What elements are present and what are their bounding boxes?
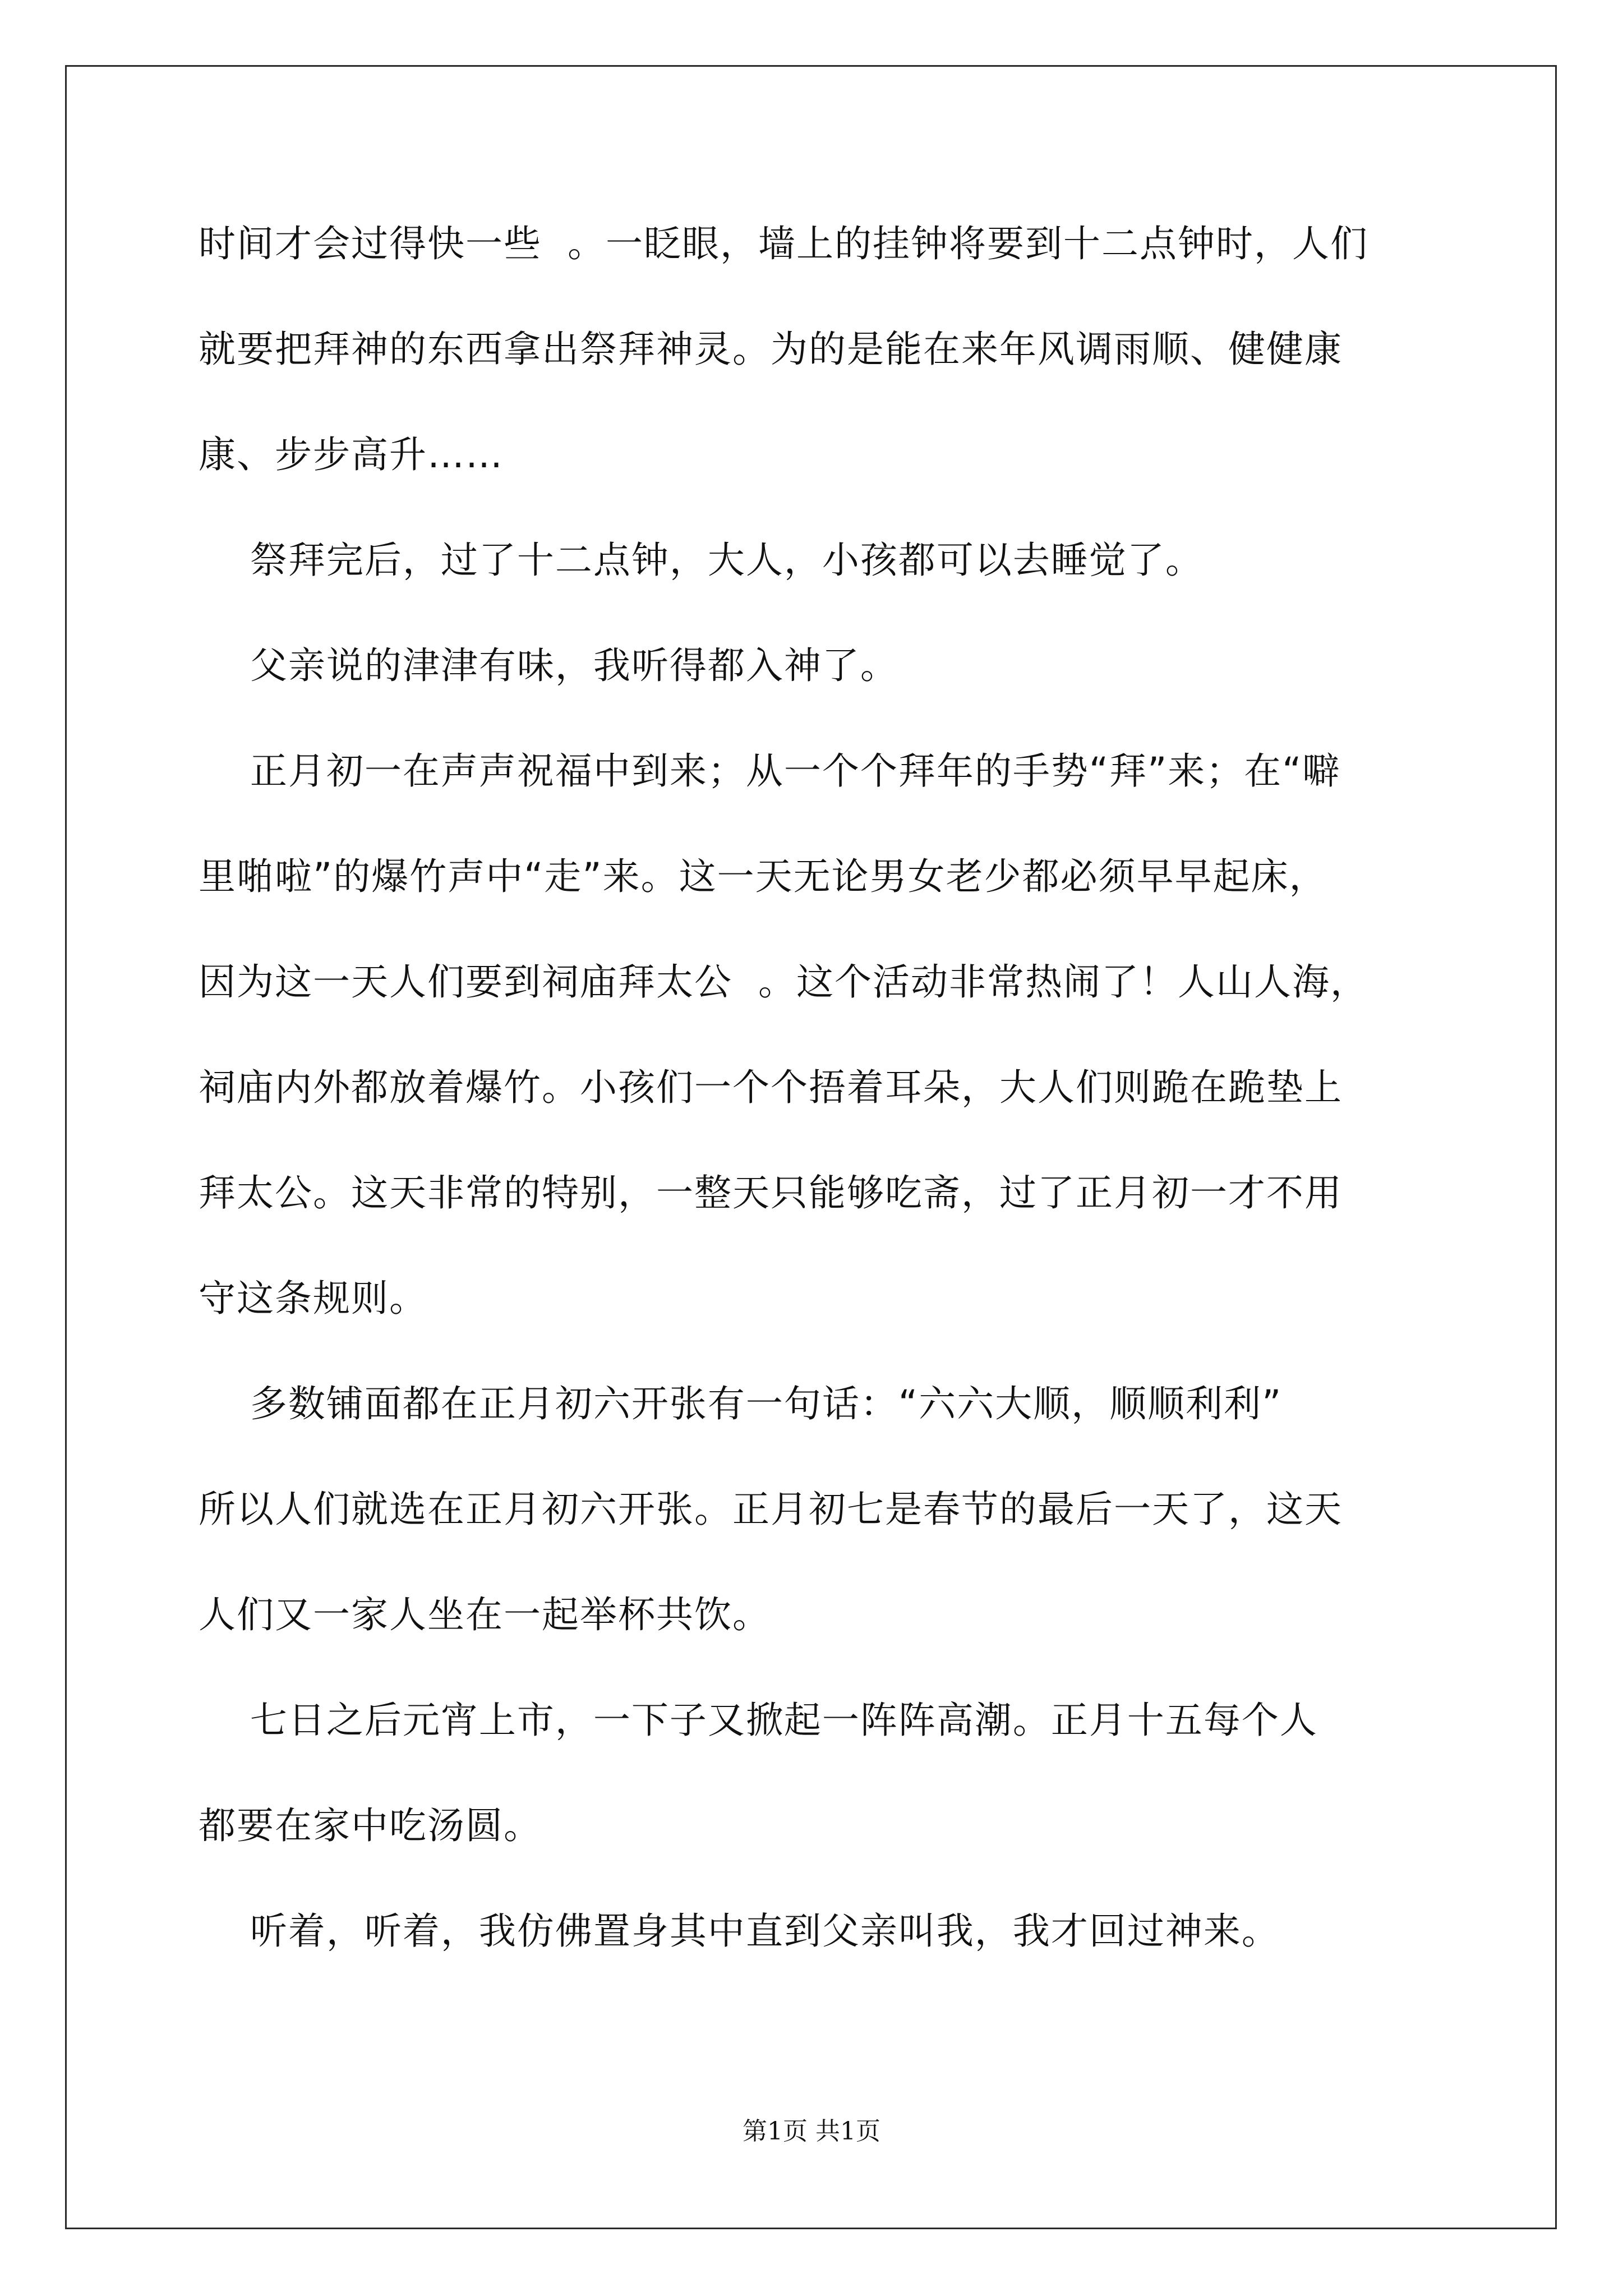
text-line: 正月初一在声声祝福中到来；从一个个拜年的手势“拜”来；在“噼 [199,749,1341,793]
text-line: 拜太公。这天非常的特别，一整天只能够吃斋，过了正月初一才不用 [199,1171,1343,1214]
text-line: 父亲说的津津有味，我听得都入神了。 [199,644,898,687]
text-line: 七日之后元宵上市，一下子又掀起一阵阵高潮。正月十五每个人 [199,1699,1318,1742]
text-line: 时间才会过得快一些 。一眨眼，墙上的挂钟将要到十二点钟时，人们 [199,222,1368,265]
text-line: 所以人们就选在正月初六开张。正月初七是春节的最后一天了，这天 [199,1488,1343,1531]
text-line: 里啪啦”的爆竹声中“走”来。这一天无论男女老少都必须早早起床， [199,855,1327,898]
text-line: 就要把拜神的东西拿出祭拜神灵。为的是能在来年风调雨顺、健健康 [199,328,1343,371]
text-line: 都要在家中吃汤圆。 [199,1804,542,1847]
text-line: 守这条规则。 [199,1277,427,1320]
text-line: 康、步步高升…… [199,433,504,476]
page-border [65,65,1557,2229]
text-line: 祭拜完后，过了十二点钟，大人，小孩都可以去睡觉了。 [199,539,1204,582]
text-line: 多数铺面都在正月初六开张有一句话：“六六大顺，顺顺利利” [199,1382,1283,1425]
text-line: 祠庙内外都放着爆竹。小孩们一个个捂着耳朵，大人们则跪在跪垫上 [199,1066,1343,1109]
page-number-footer: 第1页 共1页 [743,2117,880,2146]
text-line: 因为这一天人们要到祠庙拜太公 。这个活动非常热闹了！人山人海， [199,960,1368,1004]
text-line: 人们又一家人坐在一起举杯共饮。 [199,1593,771,1636]
text-line: 听着，听着，我仿佛置身其中直到父亲叫我，我才回过神来。 [199,1910,1280,1953]
